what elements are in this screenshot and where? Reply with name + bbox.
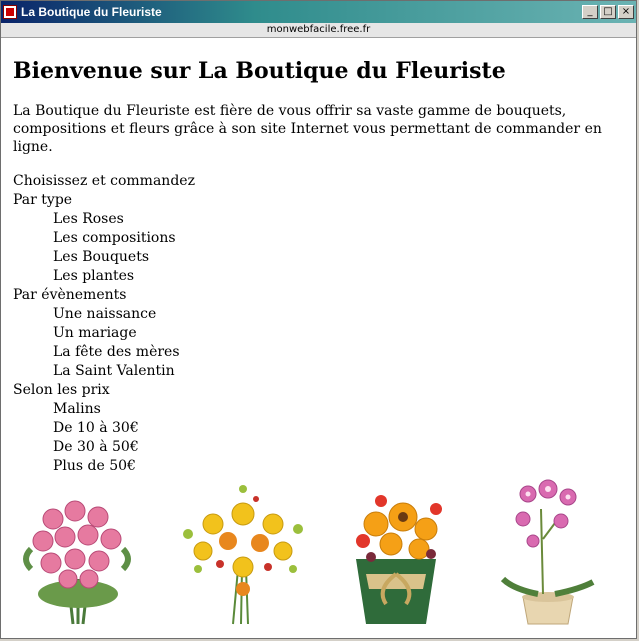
menu-title: Choisissez et commandez (13, 173, 195, 189)
menu-item-plantes[interactable]: Les plantes (53, 268, 135, 284)
section-label-prices: Selon les prix (13, 382, 110, 398)
menu-item-malins[interactable]: Malins (53, 401, 101, 417)
flower-gallery (13, 479, 623, 629)
potted-composition-image (341, 479, 451, 629)
page-title: Bienvenue sur La Boutique du Fleuriste (13, 58, 506, 84)
menu-item-compositions[interactable]: Les compositions (53, 230, 176, 246)
menu-item-saint-valentin[interactable]: La Saint Valentin (53, 363, 175, 379)
menu-item-bouquets[interactable]: Les Bouquets (53, 249, 150, 265)
menu-item-price-50-plus[interactable]: Plus de 50€ (53, 458, 136, 474)
menu-item-naissance[interactable]: Une naissance (53, 306, 157, 322)
minimize-button[interactable]: _ (582, 5, 598, 19)
window-title: La Boutique du Fleuriste (21, 5, 162, 19)
menu-item-price-10-30[interactable]: De 10 à 30€ (53, 420, 139, 436)
url-bar: monwebfacile.free.fr (1, 23, 636, 38)
title-bar[interactable] (1, 1, 636, 23)
menu-item-fete-meres[interactable]: La fête des mères (53, 344, 180, 360)
menu-item-roses[interactable]: Les Roses (53, 211, 124, 227)
menu (13, 172, 636, 476)
menu-item-price-30-50[interactable]: De 30 à 50€ (53, 439, 139, 455)
section-label-events: Par évènements (13, 287, 127, 303)
rose-bouquet-image (13, 479, 143, 629)
mixed-bouquet-image (168, 479, 318, 629)
orchid-plant-image (483, 479, 613, 629)
app-icon (3, 5, 17, 19)
maximize-button[interactable]: □ (600, 5, 616, 19)
menu-item-mariage[interactable]: Un mariage (53, 325, 137, 341)
close-button[interactable]: × (618, 5, 634, 19)
section-label-type: Par type (13, 192, 73, 208)
intro-paragraph: La Boutique du Fleuriste est fière de vous offrir sa vaste gamme de bouquets, compositions et fleurs grâce à son site Internet vous permettant de commander en ligne. (13, 103, 602, 155)
page-content (1, 58, 636, 476)
